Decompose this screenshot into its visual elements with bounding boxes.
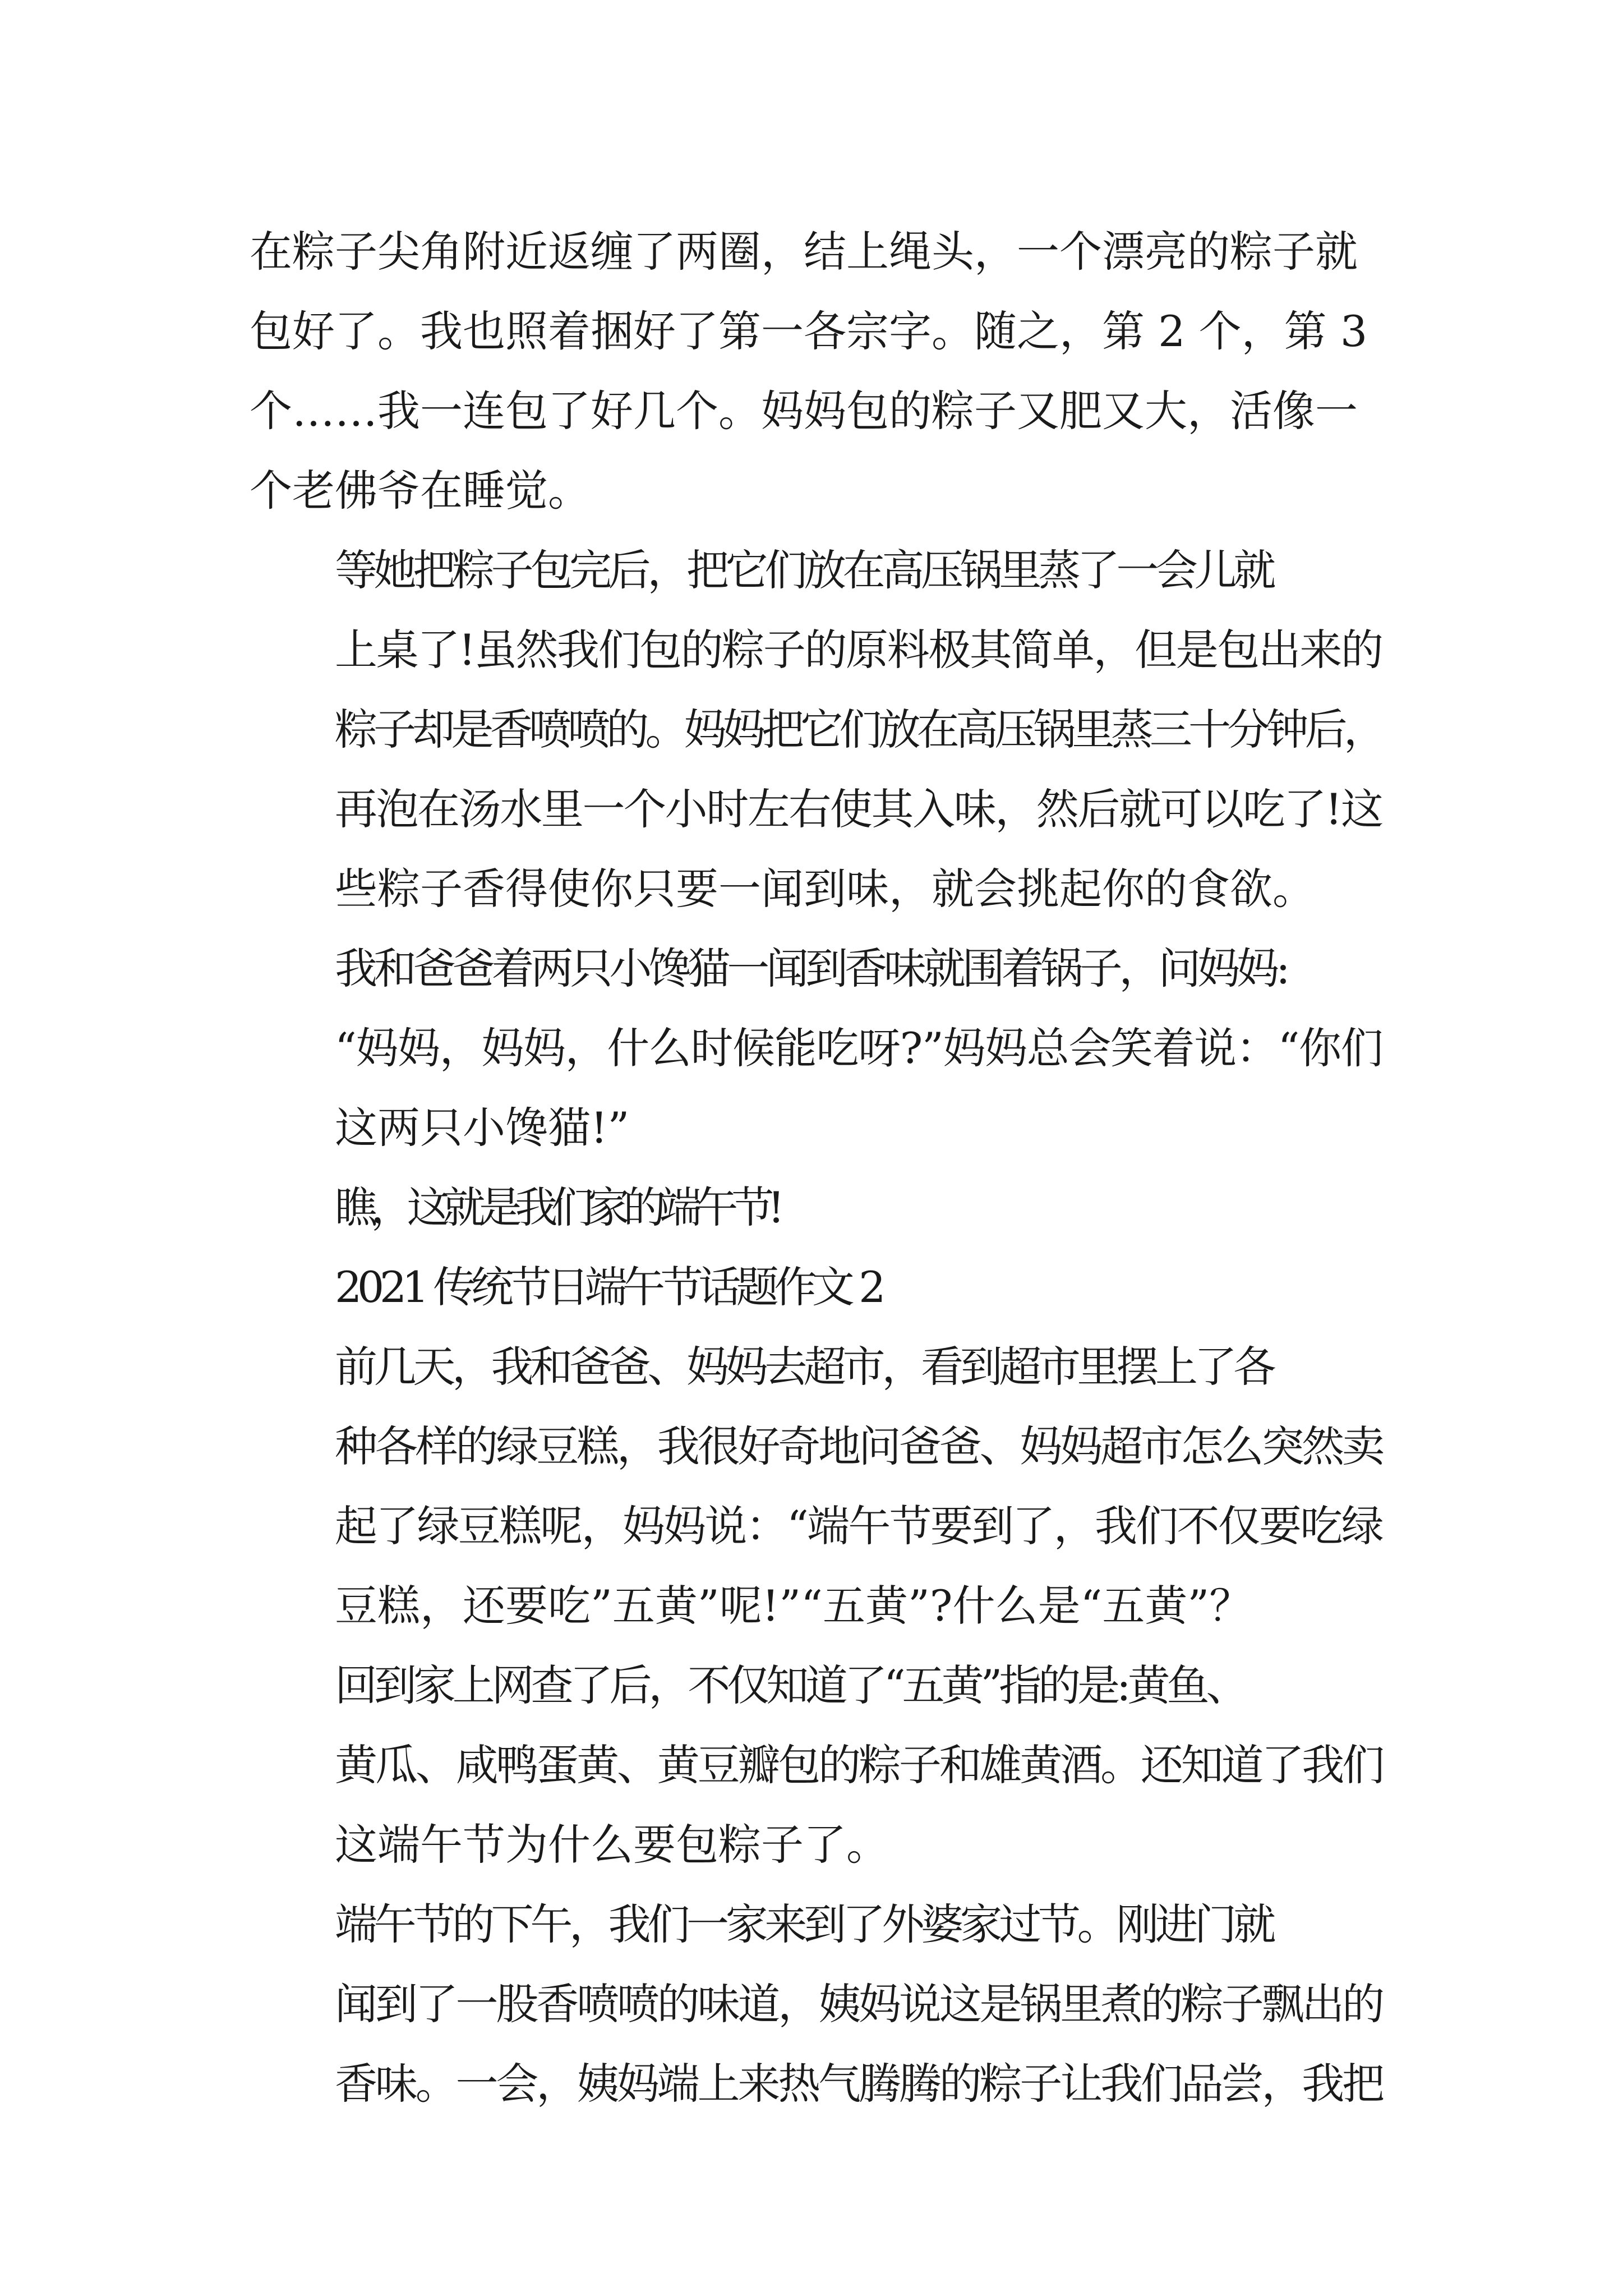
text-line: 包好了。我也照着捆好了第一各宗字。随之，第 2 个，第 3 (250, 306, 1368, 356)
text-line: 端午节的下午，我们一家来到了外婆家过节。刚进门就 (335, 1899, 1272, 1949)
text-line: 前几天，我和爸爸、妈妈去超市，看到超市里摆上了各 (335, 1342, 1272, 1392)
paragraph (250, 929, 1382, 1168)
text-line: 香味。一会，姨妈端上来热气腾腾的粽子让我们品尝，我把 (335, 2059, 1382, 2109)
text-line: 闻到了一股香喷喷的味道，姨妈说这是锅里煮的粽子飘出的 (335, 1979, 1382, 2029)
text-line: “妈妈，妈妈，什么时候能吃呀?”妈妈总会笑着说：“你们 (335, 1023, 1383, 1073)
text-line: 2021 传统节日端午节话题作文 2 (335, 1262, 882, 1312)
text-line: 上桌了!虽然我们包的粽子的原料极其简单，但是包出来的 (335, 625, 1382, 675)
text-line: 个老佛爷在睡觉。 (250, 466, 591, 516)
text-line: 我和爸爸着两只小馋猫一闻到香味就围着锅子，问妈妈: (335, 944, 1287, 993)
paragraph (250, 1885, 1382, 2124)
paragraph (250, 1248, 1382, 1327)
text-line: 种各样的绿豆糕，我很好奇地问爸爸、妈妈超市怎么突然卖 (335, 1421, 1382, 1471)
text-line: 在粽子尖角附近返缠了两圈，结上绳头，一个漂亮的粽子就 (250, 227, 1358, 277)
text-line: 再泡在汤水里一个小时左右使其入味，然后就可以吃了!这 (335, 784, 1382, 834)
text-line: 这端午节为什么要包粽子了。 (335, 1820, 889, 1870)
paragraph (250, 1646, 1382, 1885)
paragraph (250, 531, 1382, 929)
text-line: 这两只小馋猫!” (335, 1103, 630, 1153)
body-text (250, 212, 1382, 2124)
text-line: 黄瓜、咸鸭蛋黄、黄豆瓣包的粽子和雄黄酒。还知道了我们 (335, 1740, 1382, 1790)
paragraph (250, 1327, 1382, 1646)
text-line: 些粽子香得使你只要一闻到味，就会挑起你的食欲。 (335, 864, 1315, 914)
text-line: 起了绿豆糕呢，妈妈说：“端午节要到了，我们不仅要吃绿 (335, 1501, 1382, 1551)
paragraph (250, 212, 1382, 531)
text-line: 瞧，这就是我们家的端午节! (335, 1182, 778, 1232)
text-line: 回到家上网查了后，不仅知道了“五黄”指的是:黄鱼、 (335, 1660, 1246, 1710)
text-line: 个……我一连包了好几个。妈妈包的粽子又肥又大，活像一 (250, 386, 1358, 436)
text-line: 豆糕，还要吃”五黄”呢!”“五黄”?什么是“五黄”？ (335, 1581, 1252, 1631)
text-line: 粽子却是香喷喷的。妈妈把它们放在高压锅里蒸三十分钟后， (335, 705, 1382, 754)
paragraph (250, 1168, 1382, 1248)
text-line: 等她把粽子包完后，把它们放在高压锅里蒸了一会儿就 (335, 545, 1272, 595)
